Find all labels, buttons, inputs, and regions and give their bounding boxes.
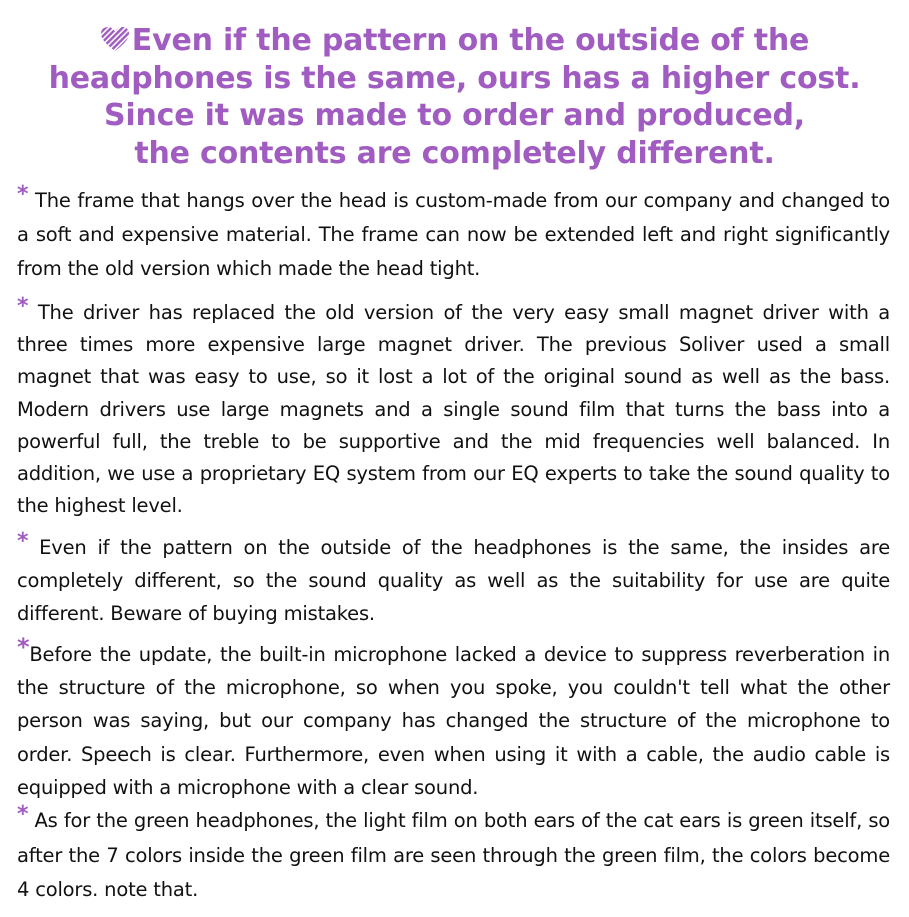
paragraph-microphone [17, 633, 890, 804]
paragraph-text: The driver has replaced the old version of the very easy small magnet driver with a three times more expensive large magnet driver. The previous Soliver used a small magnet that was easy to use, so it lost a lot of the original sound as well as the bass. Modern drivers use large magnets and a single sound film that turns the bass into a powerful full, the treble to be supportive and the mid frequencies well balanced. In addition, we use a proprietary EQ system from our EQ experts to take the sound quality to the highest level. [17, 301, 891, 518]
heading-line-2: headphones is the same, ours has a higher cost. [48, 60, 861, 96]
paragraph-green-headphones [17, 804, 890, 908]
bullet-star: * [17, 182, 29, 207]
paragraph-text: The frame that hangs over the head is custom-made from our company and changed to a soft and expensive material. The frame can now be extended left and right significantly from the old version which made the head tight. [17, 189, 890, 280]
bullet-star: * [17, 294, 29, 319]
paragraph-text: As for the green headphones, the light film on both ears of the cat ears is green itself, so after the 7 colors inside the green film are seen through the green film, the colors become 4 colors. note that. [17, 809, 891, 901]
heading-line-1-text: Even if the pattern on the outside of the [131, 23, 810, 58]
heading-line-4: the contents are completely different. [134, 135, 775, 171]
heading [0, 22, 909, 172]
paragraph-text: Before the update, the built-in microphone lacked a device to suppress reverberation in the structure of the microphone, so when you spoke, you couldn't tell what the other person was saying, but our company has changed the structure of the microphone to order. Speech is clear. Furthermore, even when using it with a cable, the audio cable is equipped with a microphone with a clear sound. [17, 643, 890, 799]
bullet-star: * [17, 633, 30, 661]
paragraph-text: Even if the pattern on the outside of the headphones is the same, the insides are completely different, so the sound quality as well as the suitability for use are quite different. Beware of buying mistakes. [17, 536, 891, 625]
bullet-star: * [17, 529, 29, 554]
paragraph-pattern [17, 531, 890, 630]
heart-icon [100, 26, 130, 52]
paragraph-driver [17, 294, 891, 522]
paragraph-frame [17, 184, 890, 286]
heading-line-1 [0, 22, 909, 60]
bullet-star: * [17, 802, 29, 827]
heading-line-3: Since it was made to order and produced, [103, 98, 805, 133]
